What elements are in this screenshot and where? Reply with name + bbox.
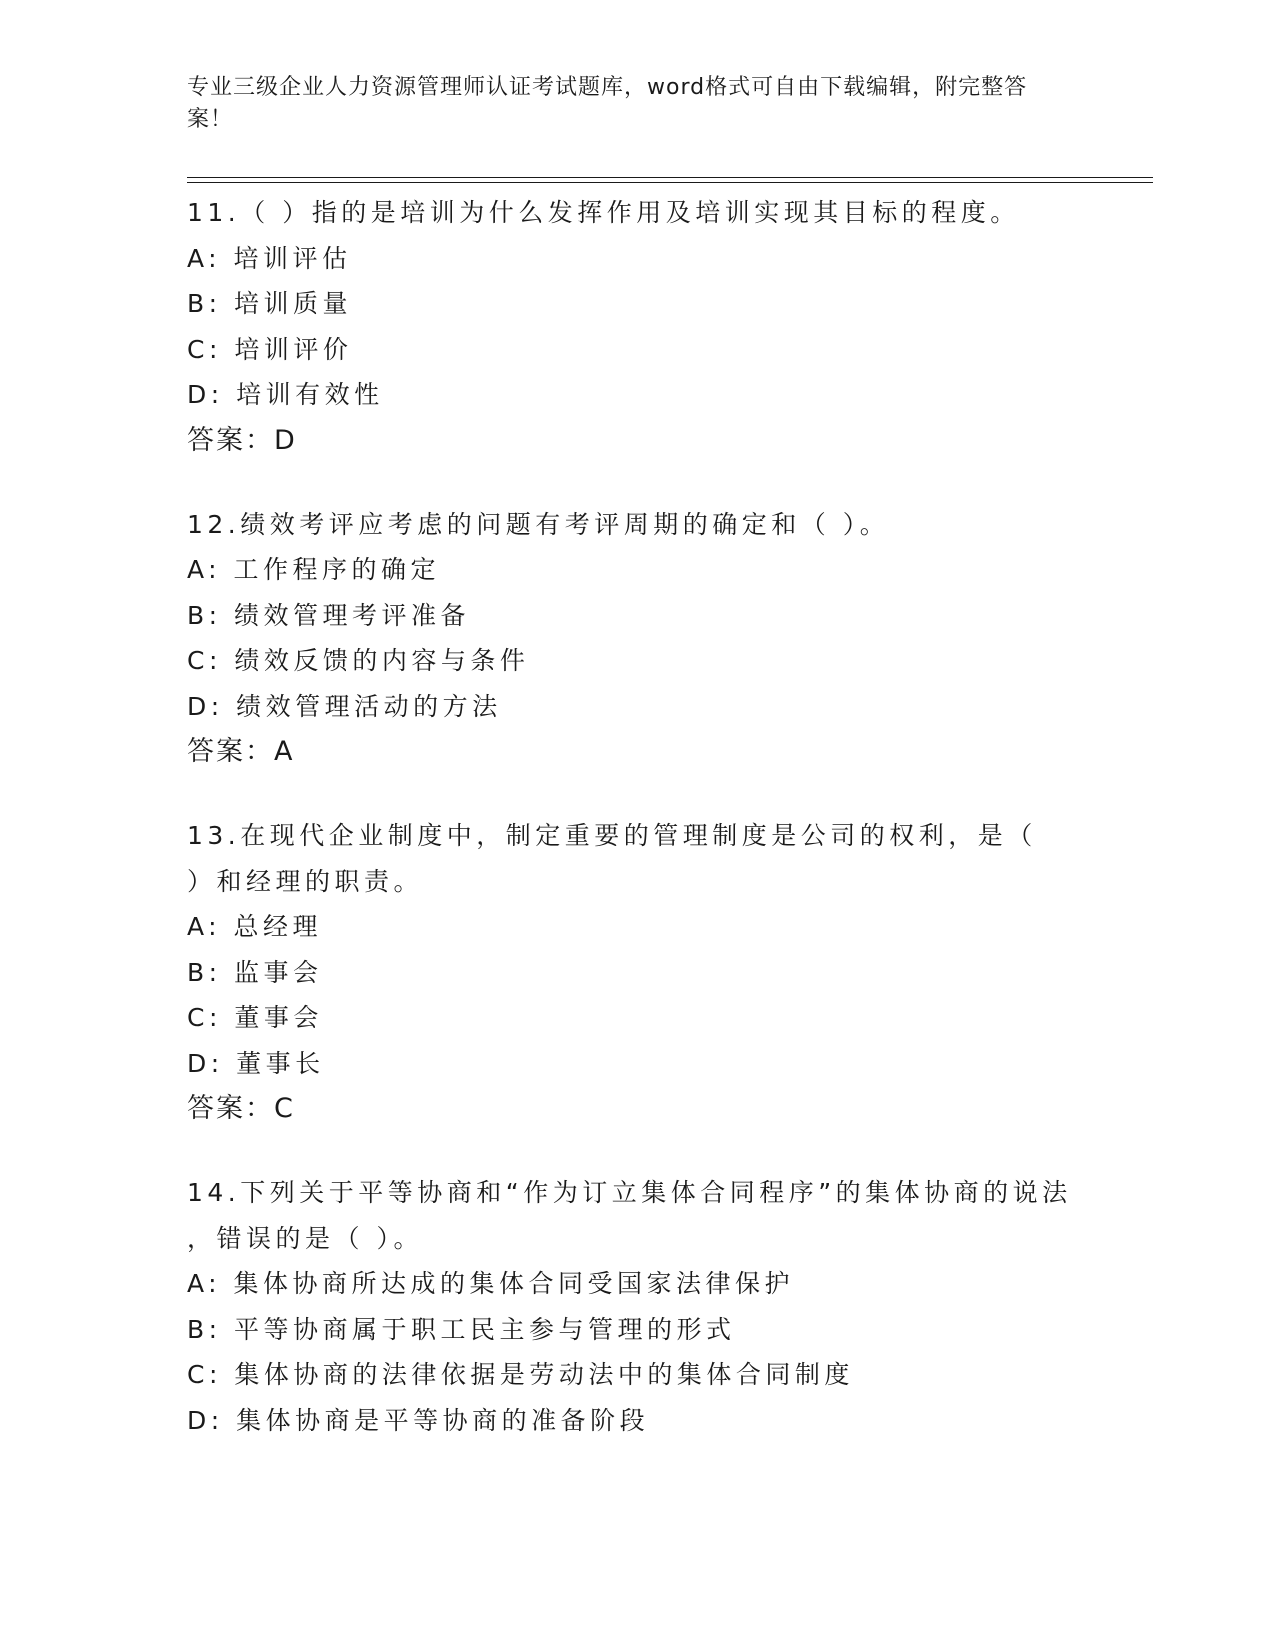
document-header: 专业三级企业人力资源管理师认证考试题库，word格式可自由下载编辑，附完整答案！ <box>187 75 1028 132</box>
question-13 <box>187 813 1087 1132</box>
question-14 <box>187 1170 1087 1443</box>
answer-label: 答案：A <box>187 736 295 767</box>
option-b: B: 培训质量 <box>187 289 353 318</box>
header-divider-bottom <box>187 182 1153 183</box>
option-d: D: 集体协商是平等协商的准备阶段 <box>187 1405 650 1435</box>
option-d: D: 培训有效性 <box>187 380 384 409</box>
option-a: A: 工作程序的确定 <box>187 555 441 584</box>
option-a: A: 集体协商所达成的集体合同受国家法律保护 <box>187 1269 795 1298</box>
answer-label: 答案：D <box>187 424 297 456</box>
option-a: A: 总经理 <box>187 912 323 941</box>
option-d: D: 绩效管理活动的方法 <box>187 691 502 721</box>
question-stem-line-2: ，错误的是（ ）。 <box>187 1223 423 1253</box>
question-stem-line-1: 14.下列关于平等协商和“作为订立集体合同程序”的集体协商的说法 <box>187 1178 1072 1207</box>
question-stem-line-2: ）和经理的职责。 <box>187 866 424 896</box>
header-divider-top <box>187 177 1153 178</box>
option-c: C: 培训评价 <box>187 334 353 364</box>
question-stem: 11.（ ）指的是培训为什么发挥作用及培训实现其目标的程度。 <box>187 198 1020 227</box>
question-12 <box>187 502 1087 776</box>
question-list <box>187 190 1087 1481</box>
option-c: C: 绩效反馈的内容与条件 <box>187 646 530 675</box>
option-b: B: 监事会 <box>187 957 323 987</box>
option-a: A: 培训评估 <box>187 243 352 273</box>
option-c: C: 集体协商的法律依据是劳动法中的集体合同制度 <box>187 1360 854 1389</box>
question-stem: 12.绩效考评应考虑的问题有考评周期的确定和（ ）。 <box>187 509 890 539</box>
option-b: B: 绩效管理考评准备 <box>187 600 471 630</box>
question-stem-line-1: 13.在现代企业制度中，制定重要的管理制度是公司的权利，是（ <box>187 821 1037 850</box>
option-d: D: 董事长 <box>187 1048 325 1078</box>
answer-label: 答案：C <box>187 1093 295 1124</box>
question-11 <box>187 190 1087 464</box>
option-c: C: 董事会 <box>187 1003 323 1032</box>
option-b: B: 平等协商属于职工民主参与管理的形式 <box>187 1314 736 1344</box>
